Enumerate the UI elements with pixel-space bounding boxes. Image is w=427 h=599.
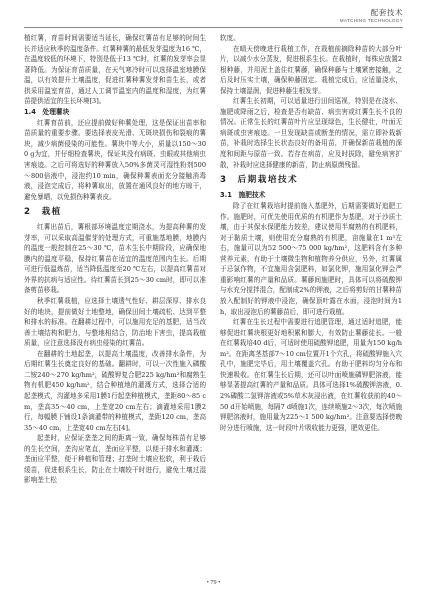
paragraph: 软度。 (220, 34, 240, 42)
right-column (220, 33, 402, 573)
left-column (24, 33, 206, 573)
paragraph: 除了在红薯栽培时提前施入基肥外，后期需要做好追肥工作。施肥时，可优先使用优质的有机肥作为基肥，对于沙质土壤，由于其保水保肥能力较差，建议使用半腐熟的有机肥料，对于黏质土壤，则使用充分腐熟的有机肥，亩施量在1 m³左右，施量可以为52 500～75 000 kg/hm²，这肥料含有多种营养元素，有助于土壤微生物和植物养分供应，另外，红薯属于忌氯作物，不宜施用含氯肥料，如氯化钾，施用氯化钾会严重影响红薯的产量和品质。薯藤间施肥时，具体可以将硫酸钾与水充分搅拌混合，配制成2%的钾液，之后将剪好的甘薯种苗放入配制好的钾液中浸泡，确保顶叶露在水面，浸泡时间为1 h，取出浸泡后的薯藤苗后，即可进行栽植。 (220, 202, 402, 316)
paragraph: 在翻耕的土地起垄，以提高土壤温度，改善排水条件，为后期红薯生长奠定良好的基础。翻耕时，可以一次性施入磷酸二铵240～270 kg/hm²，硫酸钾复合肥225 kg/hm²和腐熟生物有机肥450 kg/hm²，结合种植地的灌溉方式，选择合适的起垄模式，沟灌地多采用1膜1行起垄种植模式，垄距80～85 cm，垄高35～40 cm，上垄宽20 cm左右；滴灌地采用1膜2行，每幅膜下铺设1条滴灌带的种植模式，垄距120 cm，垄高35～40 cm，上垄宽40 cm左右[4]。 (24, 349, 206, 432)
paragraph: 在晴天傍晚进行栽植工作，在栽植前摘除种苗的大部分叶片，以减少水分蒸发，促进根系生长。在栽植时，每株应放置2根种藤，并用泥土盖住红薯藤，确保种藤与土壤紧密接触，之后及时压实土壤，确保种藤固定。栽植完成后，应适量浇水，保持土壤湿润，促进种藤生根发芽。 (220, 44, 402, 95)
paragraph: 红薯出苗后，薯根部环境温度定期浇水，为提高种薯的发芽率，可以采取高温催芽的处理方式，可重施基地膜，地膜内的温度一般控制在25～30 ℃，苗木生长中期阶段，应确保地膜内的温度平稳，保持红薯苗在适宜的温度范围内生长。后期可进行低温炼苗，适当降低温度至20 ℃左右，以提高红薯苗对外界的抗病与适应性。待红薯苗长到25～30 cm时，即可以准备剪苗移栽。 (24, 223, 206, 295)
header-divider (24, 27, 403, 28)
paragraph: 秋季红薯栽植，应选择土壤透气性好、耕层深厚、排水良好的地块，提前做好土地整地，确保田间土壤疏松、达到平整和排水的标准。在翻耕过程中，可以施用充足的基肥，适当改善土壤结构和肥力，与整地相结合，防治地下害虫，提高栽植质量，应注意选择没有病虫侵染的红薯苗。 (24, 297, 206, 348)
paragraph: 红薯在生长过程中需要进行追肥管理，通过适时追肥，能够促进红薯块根更好地积累和膨大，有效防止薯藤徒长。一般在红薯栽培40 d后，可适时使用硫酸钾追肥，用量为150 kg/hm²。在距离茎基部7～10 cm位置开1个穴孔，将硫酸钾施入穴孔中，施肥完毕后，用土壤覆盖穴孔。有助于肥料均匀分布和快速吸收。在红薯生长后期，还可以叶面喷施磷钾肥溶液，能够显著提高红薯的产量和品质。具体可选择1%硫酸钾溶液，0.2%磷酸二氢钾溶液或5%草木灰浸出液，在红薯收获前的40～50 d开始喷施，每隔7 d喷施1次，连续喷施2～3次，每次喷施钾肥溶液时，施用量为225～1 500 kg/hm²。注意要选择傍晚时分进行喷施，这一时段叶片吸收能力更强，肥效更佳。 (220, 318, 402, 432)
paragraph: 起垄时，应保证垄垄之间的距离一致，确保每株苗有足够的生长空间，垄沟应笔直，垄面应平整，以便于排水和灌溉；垄面应平整，便于种植和管理；打垄时土壤应松软，利于栽后缓苗，促进根系生长，防止在土壤较干时进行，避免土壤过湿影响垄土松 (24, 434, 206, 485)
section-subtitle: MATCHING TECHNOLOGY (339, 18, 403, 23)
section-title: 配套技术 (370, 8, 403, 17)
paragraph: 植红薯，育苗时间需要适当延长，确保红薯苗有足够的时间生长并适应秋季的温度条件。红薯种薯的最低发芽温度为16 ℃，在温度较低的环境下，特别是低于13 ℃时，红薯的发芽率会显著降低。为保证育苗质量，在天气寒冷时可以选择温室地膜保温，以有效提升土壤温度，促进红薯种薯发芽和苗生长，或者拱采用温室育苗，通过人工调节温室内的温度和湿度，为红薯苗提供适宜的生长环境[3]。 (24, 34, 206, 106)
paragraph: 红薯育苗前，还应提前做好种薯处理，这是保证出苗率和苗质量的重要步骤。要选择表皮光滑、无斑块损伤和裂痕的薯块，减少病菌侵染的可能性。薯块中等大小，质量以150～300 g为宜，并仔细检查薯块，保证其没有病斑、虫眼或其他病虫害痕迹。之后可将选好的种薯放入50%多菌灵可湿性粉剂500～800倍液中，浸泡约10 min，确保种薯表面充分接触消毒液，浸泡完成后，将种薯取出，放置在通风良好的地方晾干，避免暴晒，以免损伤种薯表皮。 (24, 118, 206, 201)
subsection-heading: 1.4 处理薯块 (24, 107, 70, 116)
page-number: • 79 • (206, 579, 221, 586)
section-header (340, 8, 403, 24)
section-heading: 3 后期栽培技术 (220, 175, 299, 186)
section-heading: 2 栽植 (24, 207, 62, 218)
subsection-heading: 3.1 施肥技术 (220, 191, 266, 200)
paragraph: 红薯生长初期，可以适量进行田间巡视，特别是在浇水、施肥或降雨之后，检查是否有缺苗、病虫害或红薯生长不良的情况。正常生长的红薯苗叶片应呈现绿色，生长健壮，叶面无病斑或虫害痕迹。一旦发现缺苗或断垄的情况，需立即补栽新苗，补栽时选择生长状态良好的备用苗，并确保新苗栽植的深度和间距与原苗一致。若存在病苗，应及时拔除，避免病害扩散，补栽时应选择健康的新苗，防止病原菌残留。 (220, 97, 402, 169)
